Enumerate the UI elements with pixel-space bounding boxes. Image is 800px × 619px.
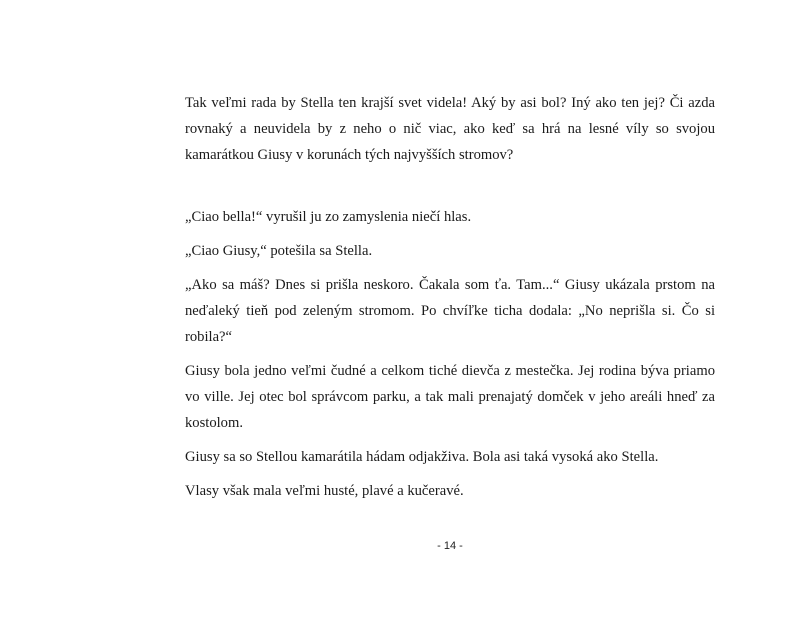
paragraph-3: „Ciao Giusy,“ potešila sa Stella. xyxy=(185,243,373,259)
page-number: - 14 - xyxy=(437,540,463,552)
paragraph-2: „Ciao bella!“ vyrušil ju zo zamyslenia niečí hlas. xyxy=(185,209,472,225)
paragraph-5: Giusy bola jedno veľmi čudné a celkom tiché dievča z mestečka. Jej rodina býva priamo vo ville. Jej otec bol správcom parku, a tak mali prenajatý domček v jeho areáli hneď za kostolom. xyxy=(185,363,715,431)
paragraph-6: Giusy sa so Stellou kamarátila hádam odjakživa. Bola asi taká vysoká ako Stella. xyxy=(185,449,659,465)
paragraph-1: Tak veľmi rada by Stella ten krajší svet videla! Aký by asi bol? Iný ako ten jej? Či azda rovnaký a neuvidela by z neho o nič viac, ako keď sa hrá na lesné víly so svojou kamarátkou Giusy v korunách tých najvyšších stromov? xyxy=(185,95,715,163)
paragraph-4: „Ako sa máš? Dnes si prišla neskoro. Čakala som ťa. Tam...“ Giusy ukázala prstom na neďaleký tieň pod zeleným stromom. Po chvíľke ticha dodala: „No neprišla si. Čo si robila?“ xyxy=(185,277,715,345)
paragraph-7: Vlasy však mala veľmi husté, plavé a kučeravé. xyxy=(185,483,464,499)
body-text xyxy=(185,90,715,504)
